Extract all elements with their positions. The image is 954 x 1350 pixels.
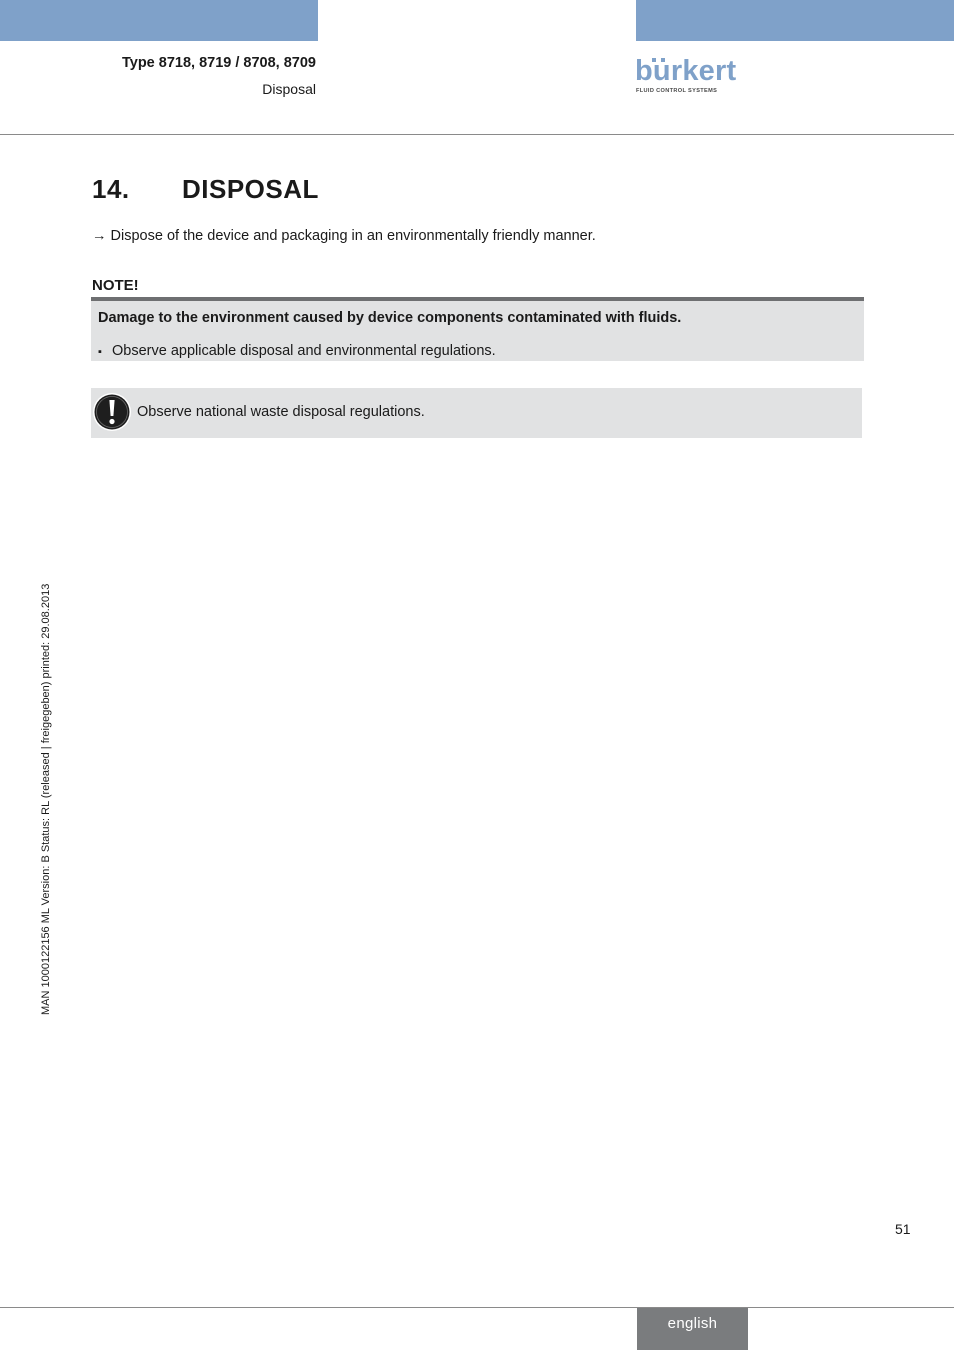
document-type-line: Type 8718, 8719 / 8708, 8709 [121,55,316,71]
logo-wordmark: burkert [635,55,737,87]
footer-divider [0,1307,954,1308]
chapter-title: DISPOSAL [182,174,319,204]
document-metadata: MAN 1000122156 ML Version: B Status: RL (released | freigegeben) printed: 29.08.2013 [40,583,52,1015]
header-band-left [0,0,318,41]
logo-tagline: FLUID CONTROL SYSTEMS [636,88,718,94]
bullet-icon: ▪ [98,346,102,358]
exclamation-icon [92,392,132,432]
note-box [91,297,864,361]
header-band-right [636,0,954,41]
language-tab: english [637,1308,748,1350]
info-text: Observe national waste disposal regulations. [137,404,425,420]
page-number: 51 [895,1221,911,1237]
arrow-icon: → [92,228,107,244]
note-label: NOTE! [92,277,139,294]
header-divider [0,134,954,135]
instruction-step [92,228,596,244]
note-bullet-text: Observe applicable disposal and environmental regulations. [112,343,496,359]
note-heading: Damage to the environment caused by device components contaminated with fluids. [98,310,682,326]
instruction-text: Dispose of the device and packaging in an environmentally friendly manner. [110,228,596,244]
burkert-logo [635,57,735,97]
section-name: Disposal [262,81,316,97]
chapter-number: 14. [92,174,130,204]
info-box [91,388,862,438]
note-bullet-item [98,343,496,359]
